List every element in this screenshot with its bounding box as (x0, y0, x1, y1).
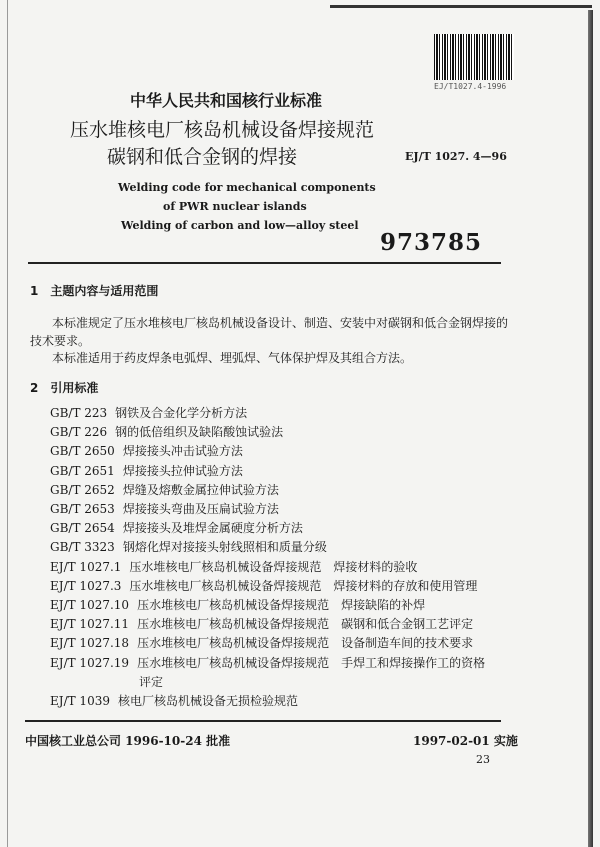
title-line-2: 碳钢和低合金钢的焊接 (107, 146, 298, 168)
english-title-1: Welding code for mechanical components (118, 181, 376, 194)
reference-title: 钢铁及合金化学分析方法 (115, 406, 248, 420)
section-1-heading: 1 主题内容与适用范围 (30, 284, 159, 298)
reference-item (50, 404, 247, 421)
reference-title: 焊接接头拉伸试验方法 (122, 463, 243, 478)
reference-title: 压水堆核电厂核岛机械设备焊接规范 焊接缺陷的补焊 (137, 598, 426, 612)
serial-number: 973785 (380, 229, 483, 256)
reference-item (50, 596, 425, 613)
reference-item (50, 462, 243, 479)
reference-code: EJ/T 1027.3 (50, 578, 122, 593)
reference-title: 核电厂核岛机械设备无损检验规范 (117, 694, 298, 708)
reference-code: EJ/T 1027.18 (50, 636, 130, 651)
standard-number: EJ/T 1027. 4—96 (405, 150, 507, 163)
reference-title: 焊接接头弯曲及压扁试验方法 (122, 502, 279, 516)
reference-item (50, 481, 279, 498)
reference-title-continued: 评定 (139, 674, 164, 689)
reference-item (50, 538, 327, 555)
english-title-3: Welding of carbon and low—alloy steel (121, 219, 359, 232)
reference-code: GB/T 2654 (50, 521, 115, 536)
reference-title: 压水堆核电厂核岛机械设备焊接规范 手焊工和焊接操作工的资格 (137, 655, 486, 670)
reference-item (50, 654, 485, 671)
scan-edge-right (588, 10, 593, 847)
barcode (434, 34, 514, 80)
reference-code: GB/T 2652 (50, 482, 115, 497)
reference-title: 焊缝及熔敷金属拉伸试验方法 (122, 482, 279, 497)
reference-code: EJ/T 1027.19 (50, 655, 130, 670)
reference-code: GB/T 226 (50, 425, 108, 440)
reference-code: GB/T 2651 (50, 463, 115, 478)
reference-code: GB/T 2653 (50, 502, 115, 516)
reference-title: 压水堆核电厂核岛机械设备焊接规范 焊接材料的验收 (129, 559, 418, 574)
section-1-para-1: 本标准规定了压水堆核电厂核岛机械设备设计、制造、安装中对碳钢和低合金钢焊接的 (52, 316, 509, 330)
reference-item (50, 634, 473, 651)
reference-title: 焊接接头冲击试验方法 (122, 444, 243, 459)
reference-item (50, 577, 477, 594)
reference-item (50, 423, 283, 440)
reference-title: 压水堆核电厂核岛机械设备焊接规范 设备制造车间的技术要求 (137, 636, 474, 651)
reference-title: 钢的低倍组织及缺陷酸蚀试验法 (115, 425, 284, 440)
reference-title: 压水堆核电厂核岛机械设备焊接规范 碳钢和低合金钢工艺评定 (137, 617, 474, 632)
reference-title: 压水堆核电厂核岛机械设备焊接规范 焊接材料的存放和使用管理 (129, 578, 478, 593)
reference-item (50, 519, 303, 536)
scan-edge-top (330, 5, 592, 8)
reference-code: EJ/T 1027.10 (50, 598, 130, 612)
section-1-para-1-cont: 技术要求。 (30, 334, 91, 348)
barcode-caption: EJ/T1027.4-1996 (434, 82, 507, 91)
reference-title: 钢熔化焊对接接头射线照相和质量分级 (122, 540, 327, 555)
reference-code: GB/T 2650 (50, 444, 115, 459)
reference-code: EJ/T 1027.1 (50, 559, 122, 574)
reference-code: EJ/T 1039 (50, 694, 110, 708)
reference-title: 焊接接头及堆焊金属硬度分析方法 (122, 521, 303, 536)
effective-date: 1997-02-01 实施 (413, 734, 518, 748)
page-number: 23 (476, 753, 490, 766)
header-divider (28, 262, 501, 264)
scan-edge-left (7, 0, 8, 847)
approval-info: 中国核工业总公司 1996-10-24 批准 (25, 734, 231, 748)
reference-item (50, 558, 417, 575)
reference-code: EJ/T 1027.11 (50, 617, 130, 632)
reference-item (50, 615, 473, 632)
reference-code: GB/T 223 (50, 406, 108, 420)
footer-divider (25, 720, 501, 722)
org-standard-heading: 中华人民共和国核行业标准 (130, 91, 323, 110)
section-1-para-2: 本标准适用于药皮焊条电弧焊、埋弧焊、气体保护焊及其组合方法。 (52, 351, 413, 365)
reference-item (50, 442, 243, 459)
section-2-heading: 2 引用标准 (30, 381, 99, 395)
reference-item (50, 692, 298, 709)
reference-code: GB/T 3323 (50, 540, 115, 555)
english-title-2: of PWR nuclear islands (163, 200, 307, 213)
title-line-1: 压水堆核电厂核岛机械设备焊接规范 (70, 119, 375, 141)
reference-item (50, 500, 279, 517)
